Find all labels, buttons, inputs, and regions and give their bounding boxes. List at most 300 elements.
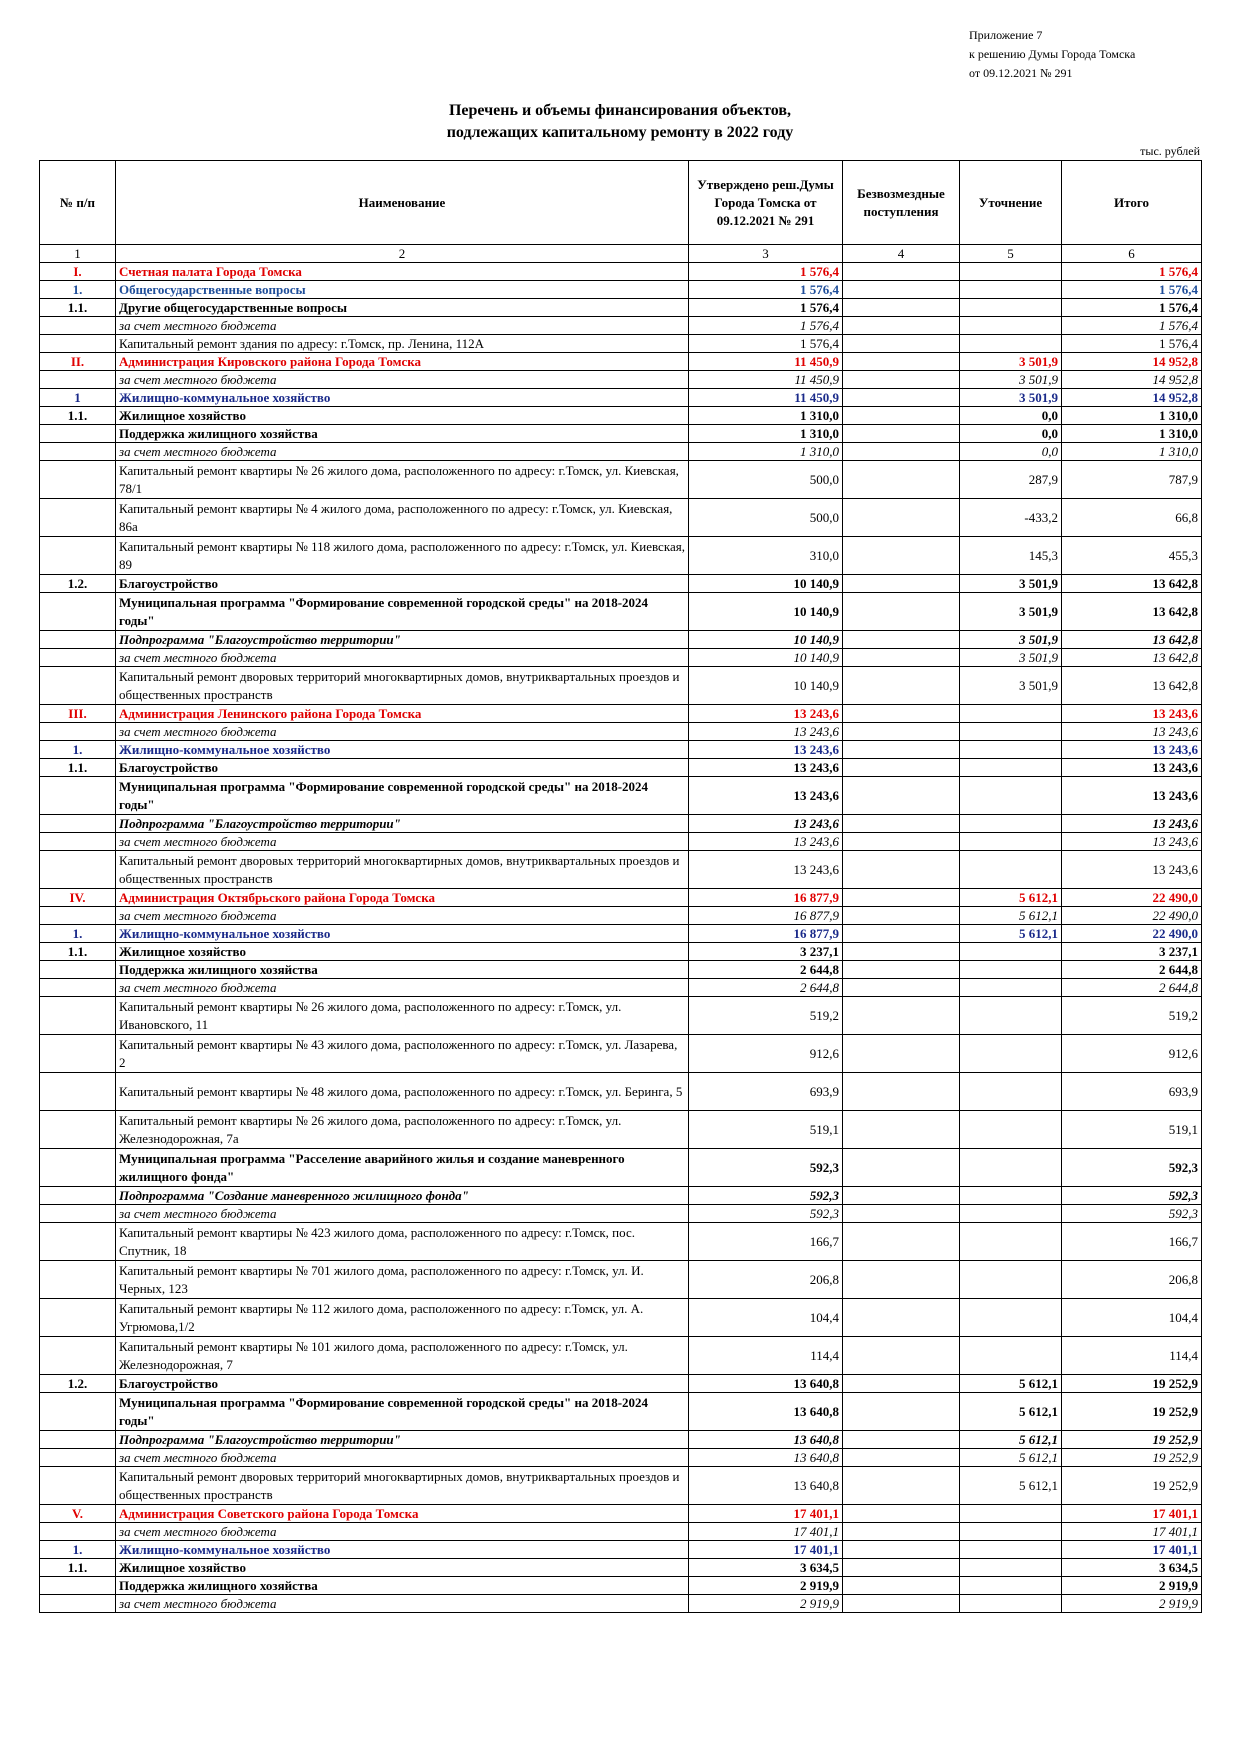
annex-line-2: к решению Думы Города Томска (969, 47, 1136, 61)
value-approved: 519,1 (689, 1111, 843, 1149)
table-row (40, 1375, 1202, 1393)
value-approved: 2 644,8 (689, 979, 843, 997)
value-grants (843, 461, 960, 499)
row-name: Благоустройство (116, 1375, 689, 1393)
value-approved: 13 640,8 (689, 1467, 843, 1505)
column-number: 2 (116, 245, 689, 263)
row-index (40, 1431, 116, 1449)
row-index (40, 815, 116, 833)
table-row (40, 1261, 1202, 1299)
row-name: Подпрограмма "Благоустройство территории" (116, 1431, 689, 1449)
row-name: Жилищно-коммунальное хозяйство (116, 389, 689, 407)
row-index (40, 997, 116, 1035)
table-row (40, 1073, 1202, 1111)
value-total: 13 243,6 (1062, 723, 1202, 741)
row-index (40, 537, 116, 575)
table-row (40, 1505, 1202, 1523)
value-approved: 10 140,9 (689, 593, 843, 631)
value-grants (843, 1577, 960, 1595)
value-grants (843, 1595, 960, 1613)
value-clarification (960, 335, 1062, 353)
value-clarification (960, 851, 1062, 889)
row-index: 1.1. (40, 1559, 116, 1577)
value-total: 17 401,1 (1062, 1523, 1202, 1541)
value-grants (843, 979, 960, 997)
value-grants (843, 943, 960, 961)
value-total: 166,7 (1062, 1223, 1202, 1261)
value-approved: 13 243,6 (689, 741, 843, 759)
value-total: 13 642,8 (1062, 631, 1202, 649)
value-total: 592,3 (1062, 1149, 1202, 1187)
value-total: 22 490,0 (1062, 925, 1202, 943)
value-approved: 17 401,1 (689, 1523, 843, 1541)
row-name: Общегосударственные вопросы (116, 281, 689, 299)
row-name: Жилищно-коммунальное хозяйство (116, 1541, 689, 1559)
row-index: 1. (40, 1541, 116, 1559)
value-grants (843, 1431, 960, 1449)
row-index: 1.2. (40, 1375, 116, 1393)
value-grants (843, 1467, 960, 1505)
table-row (40, 777, 1202, 815)
value-total: 519,1 (1062, 1111, 1202, 1149)
value-grants (843, 851, 960, 889)
table-row (40, 575, 1202, 593)
value-grants (843, 1449, 960, 1467)
value-clarification (960, 1205, 1062, 1223)
value-clarification (960, 1223, 1062, 1261)
row-name: Жилищное хозяйство (116, 1559, 689, 1577)
value-clarification (960, 777, 1062, 815)
value-total: 13 243,6 (1062, 833, 1202, 851)
value-grants (843, 1149, 960, 1187)
value-approved: 1 310,0 (689, 425, 843, 443)
row-index (40, 499, 116, 537)
row-name: Муниципальная программа "Формирование современной городской среды" на 2018-2024 годы" (116, 1393, 689, 1431)
value-approved: 912,6 (689, 1035, 843, 1073)
row-index (40, 461, 116, 499)
value-grants (843, 575, 960, 593)
row-index: 1.1. (40, 407, 116, 425)
value-grants (843, 1375, 960, 1393)
row-name: за счет местного бюджета (116, 443, 689, 461)
value-grants (843, 1559, 960, 1577)
value-total: 1 576,4 (1062, 263, 1202, 281)
value-approved: 1 576,4 (689, 317, 843, 335)
value-total: 13 243,6 (1062, 759, 1202, 777)
value-total: 2 919,9 (1062, 1595, 1202, 1613)
row-index (40, 1467, 116, 1505)
annex-line-1: Приложение 7 (969, 28, 1043, 42)
value-total: 455,3 (1062, 537, 1202, 575)
row-name: за счет местного бюджета (116, 317, 689, 335)
table-row (40, 281, 1202, 299)
value-total: 22 490,0 (1062, 889, 1202, 907)
table-body (40, 263, 1202, 1613)
value-grants (843, 499, 960, 537)
table-row (40, 389, 1202, 407)
value-approved: 500,0 (689, 499, 843, 537)
value-grants (843, 815, 960, 833)
row-name: Капитальный ремонт квартиры № 118 жилого дома, расположенного по адресу: г.Томск, ул. Киевская, 89 (116, 537, 689, 575)
value-total: 693,9 (1062, 1073, 1202, 1111)
row-index: II. (40, 353, 116, 371)
value-approved: 2 644,8 (689, 961, 843, 979)
value-total: 592,3 (1062, 1187, 1202, 1205)
value-approved: 519,2 (689, 997, 843, 1035)
row-index (40, 979, 116, 997)
value-clarification (960, 1577, 1062, 1595)
value-approved: 310,0 (689, 537, 843, 575)
row-name: Жилищное хозяйство (116, 943, 689, 961)
value-clarification (960, 317, 1062, 335)
value-approved: 13 243,6 (689, 815, 843, 833)
table-row (40, 1559, 1202, 1577)
value-grants (843, 997, 960, 1035)
row-name: Капитальный ремонт квартиры № 26 жилого дома, расположенного по адресу: г.Томск, ул. Ивановского, 11 (116, 997, 689, 1035)
header-name: Наименование (116, 161, 689, 245)
value-grants (843, 353, 960, 371)
value-total: 13 243,6 (1062, 815, 1202, 833)
row-name: Капитальный ремонт дворовых территорий многоквартирных домов, внутриквартальных проездов и общественных пространств (116, 851, 689, 889)
value-total: 519,2 (1062, 997, 1202, 1035)
table-row (40, 299, 1202, 317)
column-numbers-row (40, 245, 1202, 263)
row-index: III. (40, 705, 116, 723)
table-row (40, 407, 1202, 425)
table-row (40, 631, 1202, 649)
row-index: 1.2. (40, 575, 116, 593)
value-approved: 1 576,4 (689, 335, 843, 353)
row-name: Капитальный ремонт квартиры № 26 жилого дома, расположенного по адресу: г.Томск, ул. Киевская, 78/1 (116, 461, 689, 499)
value-grants (843, 593, 960, 631)
value-clarification: 3 501,9 (960, 389, 1062, 407)
value-approved: 13 243,6 (689, 723, 843, 741)
value-approved: 114,4 (689, 1337, 843, 1375)
table-row (40, 317, 1202, 335)
value-grants (843, 1205, 960, 1223)
value-clarification (960, 997, 1062, 1035)
row-name: за счет местного бюджета (116, 907, 689, 925)
row-index (40, 1149, 116, 1187)
value-approved: 17 401,1 (689, 1505, 843, 1523)
row-index (40, 907, 116, 925)
value-total: 592,3 (1062, 1205, 1202, 1223)
value-clarification (960, 1149, 1062, 1187)
value-grants (843, 389, 960, 407)
row-name: Муниципальная программа "Формирование современной городской среды" на 2018-2024 годы" (116, 777, 689, 815)
value-clarification (960, 1261, 1062, 1299)
table-row (40, 1187, 1202, 1205)
value-clarification (960, 705, 1062, 723)
value-total: 13 243,6 (1062, 851, 1202, 889)
table-row (40, 1337, 1202, 1375)
value-grants (843, 631, 960, 649)
value-clarification: 0,0 (960, 407, 1062, 425)
row-name: Администрация Октябрьского района Города Томска (116, 889, 689, 907)
value-clarification: 3 501,9 (960, 575, 1062, 593)
value-grants (843, 1035, 960, 1073)
row-index: I. (40, 263, 116, 281)
table-row (40, 335, 1202, 353)
value-approved: 10 140,9 (689, 667, 843, 705)
row-name: Капитальный ремонт квартиры № 701 жилого дома, расположенного по адресу: г.Томск, ул. И. Черных, 123 (116, 1261, 689, 1299)
value-clarification (960, 1073, 1062, 1111)
value-grants (843, 667, 960, 705)
value-clarification: 145,3 (960, 537, 1062, 575)
value-clarification (960, 1505, 1062, 1523)
title-line-1: Перечень и объемы финансирования объектов, (448, 102, 791, 119)
row-name: Муниципальная программа "Формирование современной городской среды" на 2018-2024 годы" (116, 593, 689, 631)
row-index (40, 1523, 116, 1541)
row-index (40, 649, 116, 667)
value-total: 1 576,4 (1062, 299, 1202, 317)
row-name: за счет местного бюджета (116, 1595, 689, 1613)
value-total: 1 310,0 (1062, 425, 1202, 443)
row-index (40, 1261, 116, 1299)
row-index (40, 961, 116, 979)
row-name: Капитальный ремонт квартиры № 101 жилого дома, расположенного по адресу: г.Томск, ул. Железнодорожная, 7 (116, 1337, 689, 1375)
units-label: тыс. рублей (1140, 144, 1200, 158)
row-name: Капитальный ремонт квартиры № 43 жилого дома, расположенного по адресу: г.Томск, ул. Лазарева, 2 (116, 1035, 689, 1073)
row-index (40, 1035, 116, 1073)
value-total: 19 252,9 (1062, 1375, 1202, 1393)
value-approved: 206,8 (689, 1261, 843, 1299)
table-row (40, 593, 1202, 631)
value-grants (843, 425, 960, 443)
column-number: 3 (689, 245, 843, 263)
row-name: Другие общегосударственные вопросы (116, 299, 689, 317)
financing-table (39, 160, 1202, 1613)
value-total: 1 576,4 (1062, 335, 1202, 353)
value-total: 14 952,8 (1062, 389, 1202, 407)
row-name: Администрация Кировского района Города Томска (116, 353, 689, 371)
value-total: 912,6 (1062, 1035, 1202, 1073)
column-number: 6 (1062, 245, 1202, 263)
table-row (40, 263, 1202, 281)
value-clarification: 5 612,1 (960, 907, 1062, 925)
value-total: 66,8 (1062, 499, 1202, 537)
value-total: 13 642,8 (1062, 649, 1202, 667)
value-total: 3 634,5 (1062, 1559, 1202, 1577)
value-approved: 592,3 (689, 1205, 843, 1223)
row-name: Жилищно-коммунальное хозяйство (116, 741, 689, 759)
row-name: Администрация Советского района Города Томска (116, 1505, 689, 1523)
row-name: Жилищно-коммунальное хозяйство (116, 925, 689, 943)
table-row (40, 925, 1202, 943)
value-approved: 11 450,9 (689, 371, 843, 389)
table-row (40, 1035, 1202, 1073)
value-total: 19 252,9 (1062, 1431, 1202, 1449)
value-clarification: 3 501,9 (960, 353, 1062, 371)
value-clarification (960, 741, 1062, 759)
value-clarification: 5 612,1 (960, 889, 1062, 907)
row-name: Поддержка жилищного хозяйства (116, 425, 689, 443)
value-clarification (960, 961, 1062, 979)
value-grants (843, 1111, 960, 1149)
table-row (40, 1299, 1202, 1337)
table-row (40, 1111, 1202, 1149)
row-name: за счет местного бюджета (116, 371, 689, 389)
value-approved: 16 877,9 (689, 925, 843, 943)
table-row (40, 1577, 1202, 1595)
row-name: Муниципальная программа "Расселение аварийного жилья и создание маневренного жилищного фонда" (116, 1149, 689, 1187)
title-line-2: подлежащих капитальному ремонту в 2022 году (446, 124, 794, 141)
value-approved: 592,3 (689, 1149, 843, 1187)
value-clarification (960, 1523, 1062, 1541)
value-total: 1 310,0 (1062, 407, 1202, 425)
value-clarification: 3 501,9 (960, 649, 1062, 667)
value-approved: 16 877,9 (689, 907, 843, 925)
value-grants (843, 1505, 960, 1523)
value-grants (843, 1187, 960, 1205)
value-approved: 16 877,9 (689, 889, 843, 907)
value-clarification: 5 612,1 (960, 1375, 1062, 1393)
value-approved: 3 634,5 (689, 1559, 843, 1577)
value-approved: 13 640,8 (689, 1431, 843, 1449)
value-total: 14 952,8 (1062, 371, 1202, 389)
table-row (40, 833, 1202, 851)
value-approved: 13 640,8 (689, 1393, 843, 1431)
row-index (40, 631, 116, 649)
row-name: Капитальный ремонт квартиры № 26 жилого дома, расположенного по адресу: г.Томск, ул. Железнодорожная, 7а (116, 1111, 689, 1149)
table-row (40, 815, 1202, 833)
table-row (40, 443, 1202, 461)
header-row (40, 161, 1202, 245)
value-approved: 1 576,4 (689, 299, 843, 317)
value-grants (843, 1223, 960, 1261)
value-grants (843, 1299, 960, 1337)
value-approved: 2 919,9 (689, 1595, 843, 1613)
value-approved: 104,4 (689, 1299, 843, 1337)
value-clarification: 0,0 (960, 425, 1062, 443)
row-name: Администрация Ленинского района Города Томска (116, 705, 689, 723)
value-approved: 3 237,1 (689, 943, 843, 961)
value-clarification (960, 1559, 1062, 1577)
table-row (40, 537, 1202, 575)
value-clarification: 3 501,9 (960, 593, 1062, 631)
column-number: 4 (843, 245, 960, 263)
table-row (40, 1205, 1202, 1223)
row-name: Капитальный ремонт квартиры № 48 жилого дома, расположенного по адресу: г.Томск, ул. Беринга, 5 (116, 1073, 689, 1111)
row-index (40, 317, 116, 335)
row-index (40, 425, 116, 443)
row-name: Счетная палата Города Томска (116, 263, 689, 281)
value-clarification: 5 612,1 (960, 1467, 1062, 1505)
value-clarification (960, 299, 1062, 317)
value-total: 104,4 (1062, 1299, 1202, 1337)
value-total: 2 644,8 (1062, 961, 1202, 979)
table-row (40, 851, 1202, 889)
value-total: 1 576,4 (1062, 281, 1202, 299)
row-index (40, 371, 116, 389)
table-row (40, 759, 1202, 777)
value-clarification (960, 1541, 1062, 1559)
value-grants (843, 281, 960, 299)
row-index (40, 1595, 116, 1613)
value-total: 13 243,6 (1062, 705, 1202, 723)
table-row (40, 1541, 1202, 1559)
table-row (40, 997, 1202, 1035)
column-number: 5 (960, 245, 1062, 263)
value-grants (843, 649, 960, 667)
table-row (40, 461, 1202, 499)
header-approved: Утверждено реш.Думы Города Томска от 09.12.2021 № 291 (689, 161, 843, 245)
value-total: 13 642,8 (1062, 593, 1202, 631)
table-row (40, 1149, 1202, 1187)
table-row (40, 667, 1202, 705)
value-approved: 166,7 (689, 1223, 843, 1261)
table-row (40, 961, 1202, 979)
value-grants (843, 723, 960, 741)
document-title (0, 100, 1240, 144)
value-approved: 1 576,4 (689, 263, 843, 281)
row-name: Благоустройство (116, 759, 689, 777)
row-index (40, 723, 116, 741)
value-grants (843, 537, 960, 575)
value-approved: 11 450,9 (689, 353, 843, 371)
value-total: 2 919,9 (1062, 1577, 1202, 1595)
value-total: 13 243,6 (1062, 777, 1202, 815)
value-clarification: 5 612,1 (960, 1449, 1062, 1467)
value-clarification: 3 501,9 (960, 371, 1062, 389)
value-total: 13 243,6 (1062, 741, 1202, 759)
row-name: за счет местного бюджета (116, 1205, 689, 1223)
table-row (40, 723, 1202, 741)
row-name: Подпрограмма "Благоустройство территории" (116, 631, 689, 649)
value-clarification (960, 1299, 1062, 1337)
row-index (40, 1393, 116, 1431)
table-row (40, 353, 1202, 371)
value-approved: 500,0 (689, 461, 843, 499)
value-clarification (960, 1111, 1062, 1149)
value-clarification: 5 612,1 (960, 1393, 1062, 1431)
row-index (40, 1337, 116, 1375)
value-clarification (960, 263, 1062, 281)
row-index (40, 777, 116, 815)
header-total: Итого (1062, 161, 1202, 245)
value-grants (843, 263, 960, 281)
table-row (40, 705, 1202, 723)
row-index (40, 593, 116, 631)
value-grants (843, 961, 960, 979)
value-grants (843, 1541, 960, 1559)
table-row (40, 425, 1202, 443)
table-row (40, 1223, 1202, 1261)
table-row (40, 499, 1202, 537)
value-grants (843, 317, 960, 335)
table-row (40, 889, 1202, 907)
row-index: 1.1. (40, 299, 116, 317)
value-clarification: 287,9 (960, 461, 1062, 499)
value-grants (843, 1523, 960, 1541)
value-grants (843, 1261, 960, 1299)
value-approved: 13 640,8 (689, 1449, 843, 1467)
header-clarification: Уточнение (960, 161, 1062, 245)
value-grants (843, 777, 960, 815)
value-clarification (960, 281, 1062, 299)
value-approved: 10 140,9 (689, 649, 843, 667)
value-grants (843, 335, 960, 353)
value-total: 1 576,4 (1062, 317, 1202, 335)
value-grants (843, 1337, 960, 1375)
value-approved: 592,3 (689, 1187, 843, 1205)
value-clarification: 3 501,9 (960, 631, 1062, 649)
row-name: Подпрограмма "Создание маневренного жилищного фонда" (116, 1187, 689, 1205)
value-approved: 10 140,9 (689, 575, 843, 593)
row-index (40, 1223, 116, 1261)
row-index: V. (40, 1505, 116, 1523)
value-total: 3 237,1 (1062, 943, 1202, 961)
